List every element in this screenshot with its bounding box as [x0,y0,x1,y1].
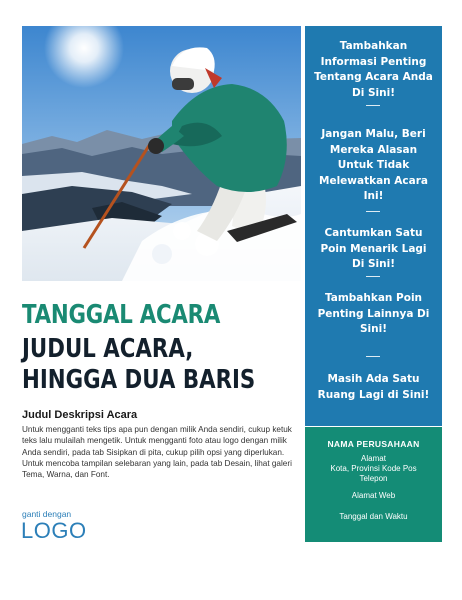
event-date-heading[interactable]: TANGGAL ACARA [22,300,221,330]
event-photo-skier[interactable] [22,26,301,281]
event-title-line2: HINGGA DUA BARIS [22,365,256,395]
company-info-box [305,427,442,542]
sidebar-highlights [305,26,442,426]
highlight-item[interactable]: Masih Ada Satu Ruang Lagi di Sini! [317,373,430,401]
logo-placeholder[interactable]: LOGO [21,518,87,543]
highlight-item[interactable]: Jangan Malu, Beri Mereka Alasan Untuk Tidak Melewatkan Acara Ini! [319,128,428,202]
company-name[interactable]: NAMA PERUSAHAAN [327,439,420,449]
event-title-heading[interactable] [22,334,255,396]
highlight-divider [366,211,380,212]
highlight-item[interactable]: Tambahkan Informasi Penting Tentang Acara Anda Di Sini! [314,40,433,99]
event-title-line1: JUDUL ACARA, [22,334,194,364]
company-web[interactable]: Alamat Web [351,491,396,500]
skier-illustration [22,26,301,281]
company-address[interactable]: Alamat [361,454,386,463]
company-city[interactable]: Kota, Provinsi Kode Pos [330,464,417,473]
description-title[interactable]: Judul Deskripsi Acara [22,409,138,421]
highlight-item[interactable]: Tambahkan Poin Penting Lainnya Di Sini! [317,292,430,335]
highlight-divider [366,105,380,106]
highlight-divider [366,356,380,357]
description-body[interactable]: Untuk mengganti teks tips apa pun dengan milik Anda sendiri, cukup ketuk teks lalu mulailah mengetik. Untuk mengganti foto atau logo dengan milik Anda sendiri, pada tab Sisipkan di pita, cukup pilih opsi yang diperlukan. Untuk mencoba tampilan selebaran yang lain, pada tab Desain, lihat galeri Tema, Warna, dan Font. [22,425,292,480]
highlight-divider [366,276,380,277]
highlight-item[interactable]: Cantumkan Satu Poin Menarik Lagi Di Sini! [320,227,427,270]
event-datetime[interactable]: Tanggal dan Waktu [339,512,408,521]
logo-caption: ganti dengan [22,509,72,519]
company-phone[interactable]: Telepon [359,474,388,483]
